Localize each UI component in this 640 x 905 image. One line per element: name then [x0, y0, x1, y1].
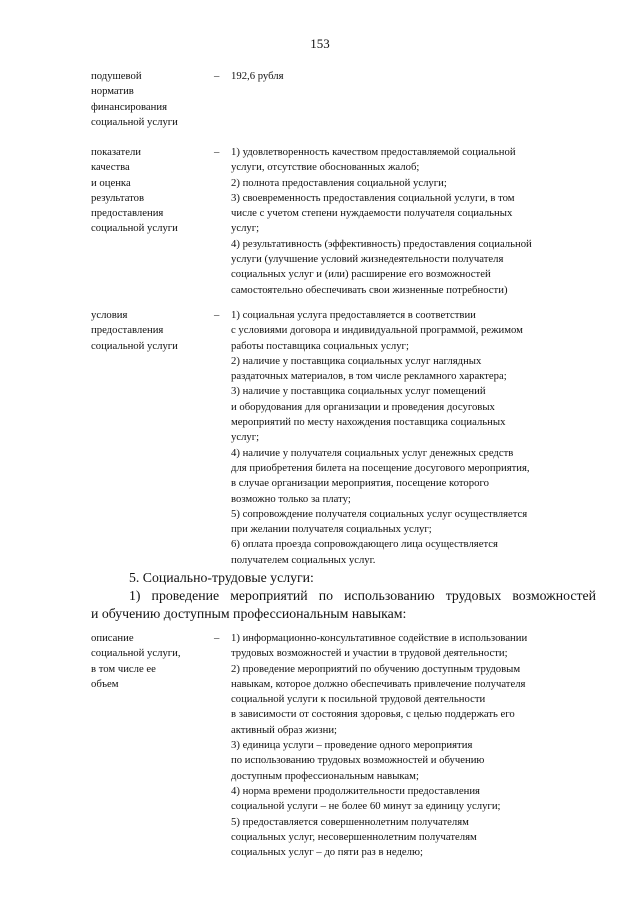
term-line: предоставления — [91, 207, 164, 220]
row-dash: – — [214, 146, 220, 158]
term-line: социальной услуги, — [91, 647, 181, 660]
row-dash: – — [214, 70, 220, 82]
desc-line: услуг; — [231, 431, 260, 444]
desc-line: числе с учетом степени нуждаемости получателя социальных — [231, 207, 513, 220]
desc-line: навыкам, которое должно обеспечивать привлечение получателя — [231, 677, 526, 690]
term-line: норматив — [91, 85, 134, 98]
desc-line: и оборудования для организации и проведения досуговых — [231, 400, 495, 413]
desc-line: социальных услуг и (или) расширение его возможностей — [231, 268, 491, 281]
section-heading — [91, 569, 596, 623]
term-line: социальной услуги — [91, 339, 178, 352]
term-line: финансирования — [91, 100, 167, 113]
term-line: предоставления — [91, 324, 164, 337]
desc-line: работы поставщика социальных услуг; — [231, 339, 409, 352]
desc-line: для приобретения билета на посещение досугового мероприятия, — [231, 461, 530, 474]
desc-line: с условиями договора и индивидуальной программой, режимом — [231, 324, 523, 337]
desc-line: по использованию трудовых возможностей и обучению — [231, 754, 485, 767]
desc-line: доступным профессиональным навыкам; — [231, 769, 419, 782]
desc-line: 192,6 рубля — [231, 70, 284, 82]
term-line: и оценка — [91, 176, 131, 189]
section-title: 5. Социально-трудовые услуги: — [129, 570, 314, 585]
desc-line: услуги, отсутствие обоснованных жалоб; — [231, 161, 420, 174]
term-line: подушевой — [91, 70, 142, 82]
desc-line: 6) оплата проезда сопровождающего лица осуществляется — [231, 538, 498, 551]
term-line: условия — [91, 309, 128, 321]
desc-line: 1) социальная услуга предоставляется в соответствии — [231, 309, 476, 321]
desc-line: 3) наличие у поставщика социальных услуг помещений — [231, 385, 486, 398]
section-subtitle-line: и обучению доступным профессиональным навыкам: — [91, 606, 407, 621]
row-description — [231, 145, 601, 298]
page-number: 153 — [310, 36, 330, 51]
desc-line: 4) норма времени продолжительности предоставления — [231, 784, 480, 797]
desc-line: социальных услуг, несовершеннолетним получателям — [231, 830, 477, 843]
desc-line: при желании получателя социальных услуг; — [231, 523, 432, 536]
section-subtitle-line: 1) проведение мероприятий по использованию трудовых возможностей — [129, 588, 596, 603]
desc-line: самостоятельно обеспечивать свои жизненные потребности) — [231, 283, 508, 296]
desc-line: услуги (улучшение условий жизнедеятельности получателя — [231, 253, 504, 266]
desc-line: 4) наличие у получателя социальных услуг денежных средств — [231, 446, 514, 459]
desc-line: в зависимости от состояния здоровья, с целью поддержать его — [231, 708, 515, 721]
desc-line: возможно только за плату; — [231, 492, 351, 505]
desc-line: 5) предоставляется совершеннолетним получателям — [231, 815, 469, 828]
desc-line: 1) удовлетворенность качеством предоставляемой социальной — [231, 146, 516, 158]
desc-line: 4) результативность (эффективность) предоставления социальной — [231, 237, 532, 250]
desc-line: активный образ жизни; — [231, 723, 338, 736]
desc-line: 2) наличие у поставщика социальных услуг наглядных — [231, 354, 482, 367]
row-term — [91, 69, 211, 130]
row-description — [231, 631, 601, 860]
row-term — [91, 308, 211, 354]
row-dash: – — [214, 309, 220, 321]
desc-line: в случае организации мероприятия, посещение которого — [231, 477, 489, 490]
row-term — [91, 145, 211, 237]
row-term — [91, 631, 211, 692]
desc-line: 2) полнота предоставления социальной услуги; — [231, 176, 447, 189]
desc-line: услуг; — [231, 222, 260, 235]
desc-line: 3) единица услуги – проведение одного мероприятия — [231, 739, 473, 752]
desc-line: социальной услуги к посильной трудовой деятельности — [231, 693, 486, 706]
desc-line: 5) сопровождение получателя социальных услуг осуществляется — [231, 507, 528, 520]
term-line: качества — [91, 161, 130, 174]
desc-line: 1) информационно-консультативное содействие в использовании — [231, 632, 528, 644]
term-line: показатели — [91, 146, 141, 158]
desc-line: социальных услуг – до пяти раз в неделю; — [231, 846, 423, 859]
desc-line: социальной услуги – не более 60 минут за единицу услуги; — [231, 800, 501, 813]
row-description — [231, 69, 601, 84]
term-line: социальной услуги — [91, 115, 178, 128]
desc-line: 2) проведение мероприятий по обучению доступным трудовым — [231, 662, 521, 675]
term-line: описание — [91, 632, 134, 644]
desc-line: получателем социальных услуг. — [231, 553, 376, 566]
term-line: объем — [91, 677, 119, 690]
desc-line: раздаточных материалов, в том числе рекламного характера; — [231, 370, 507, 383]
term-line: результатов — [91, 191, 145, 204]
row-description — [231, 308, 601, 568]
row-dash: – — [214, 632, 220, 644]
desc-line: мероприятий по месту нахождения поставщика социальных — [231, 416, 506, 429]
desc-line: 3) своевременность предоставления социальной услуги, в том — [231, 191, 515, 204]
desc-line: трудовых возможностей и участии в трудовой деятельности; — [231, 647, 508, 660]
term-line: в том числе ее — [91, 662, 156, 675]
term-line: социальной услуги — [91, 222, 178, 235]
